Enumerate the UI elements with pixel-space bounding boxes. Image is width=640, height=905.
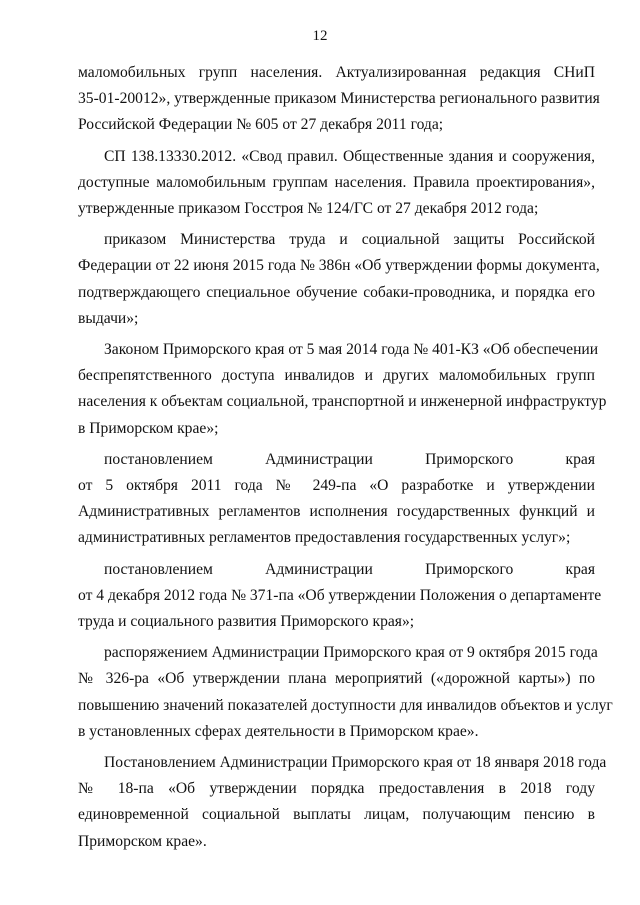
text-line: 35-01-20012», утвержденные приказом Министерства регионального развития — [78, 90, 600, 108]
text-line: выдачи»; — [78, 309, 139, 327]
text-line: приказом Министерства труда и социальной защиты Российской — [104, 231, 595, 249]
text-line: Постановлением Администрации Приморского края от 18 января 2018 года — [104, 754, 607, 772]
text-line: беспрепятственного доступа инвалидов и других маломобильных групп — [78, 367, 595, 385]
text-line: населения к объектам социальной, транспортной и инженерной инфраструктур — [78, 393, 607, 411]
text-line: маломобильных групп населения. Актуализированная редакция СНиП — [78, 64, 595, 81]
text-line: в установленных сферах деятельности в Приморском крае». — [78, 722, 479, 740]
text-line: повышению значений показателей доступности для инвалидов объектов и услуг — [78, 696, 613, 714]
text-line: Федерации от 22 июня 2015 года № 386н «Об утверждении формы документа, — [78, 257, 600, 275]
text-line: СП 138.13330.2012. «Свод правил. Общественные здания и сооружения, — [104, 147, 595, 165]
text-line: труда и социального развития Приморского края»; — [78, 613, 415, 631]
text-line: постановлением Администрации Приморского края — [104, 450, 595, 468]
text-line: утвержденные приказом Госстроя № 124/ГС от 27 декабря 2012 года; — [78, 200, 539, 218]
text-line: от 4 декабря 2012 года № 371-па «Об утверждении Положения о департаменте — [78, 586, 602, 604]
text-line: единовременной социальной выплаты лицам, получающим пенсию в — [78, 806, 595, 824]
text-line: Законом Приморского края от 5 мая 2014 года № 401-КЗ «Об обеспечении — [104, 341, 599, 359]
text-line: в Приморском крае»; — [78, 419, 219, 437]
text-line: от 5 октября 2011 года № 249-па «О разработке и утверждении — [78, 477, 595, 495]
text-line: постановлением Администрации Приморского края — [104, 560, 595, 578]
document-body — [78, 60, 613, 855]
text-line: Административных регламентов исполнения государственных функций и — [78, 503, 595, 521]
text-line: № 326-ра «Об утверждении плана мероприятий («дорожной карты») по — [78, 670, 595, 688]
text-line: административных регламентов предоставления государственных услуг»; — [78, 529, 571, 547]
text-line: доступные маломобильным группам населения. Правила проектирования», — [78, 173, 595, 191]
text-line: Российской Федерации № 605 от 27 декабря 2011 года; — [78, 116, 444, 134]
page-number: 12 — [312, 28, 328, 44]
text-line: распоряжением Администрации Приморского края от 9 октября 2015 года — [104, 644, 598, 662]
text-line: подтверждающего специальное обучение собаки-проводника, и порядка его — [78, 283, 595, 301]
text-line: № 18-па «Об утверждении порядка предоставления в 2018 году — [78, 780, 595, 798]
text-line: Приморском крае». — [78, 832, 207, 850]
